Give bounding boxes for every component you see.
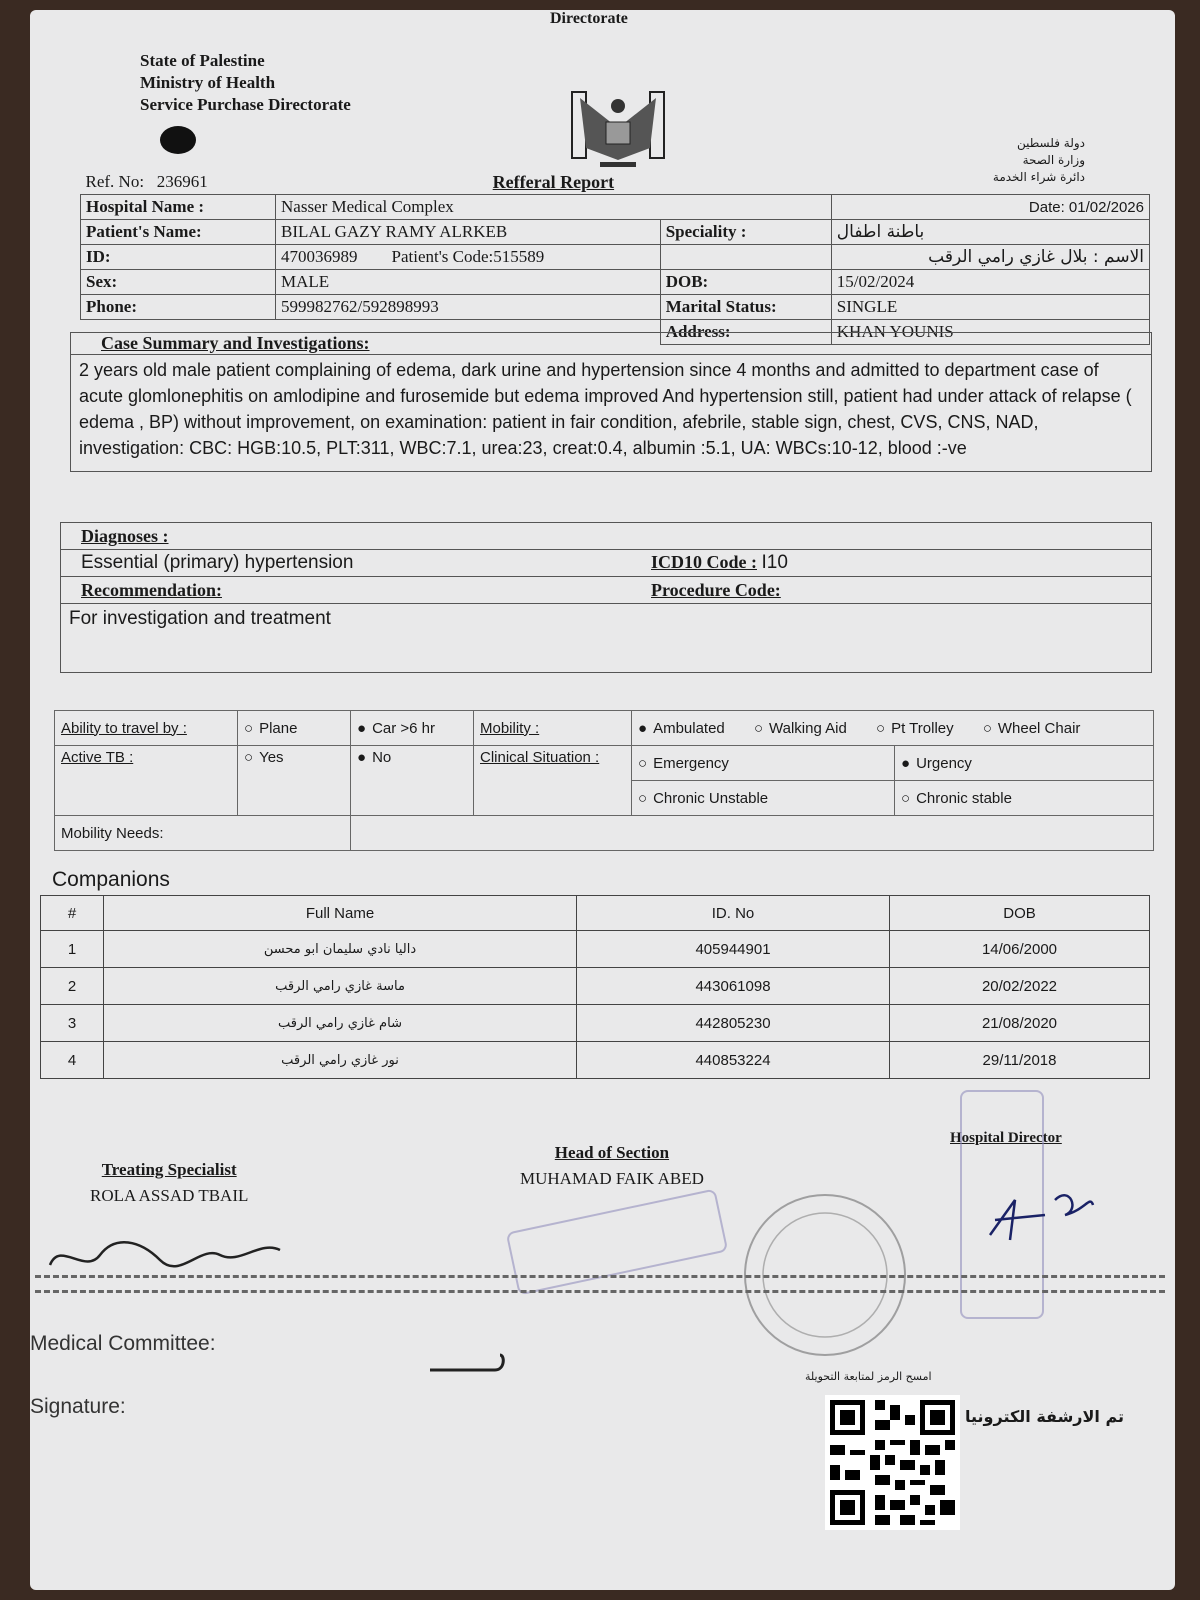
- companions-title: Companions: [52, 868, 170, 891]
- id-label: ID:: [81, 245, 276, 270]
- director-signature-icon: [975, 1180, 1105, 1250]
- tb-no-option[interactable]: ● No: [351, 746, 474, 816]
- table-row: [41, 931, 1150, 968]
- diagnoses-value: Essential (primary) hypertension: [81, 552, 354, 573]
- id-value: 470036989: [281, 247, 358, 266]
- companions-header-row: [41, 896, 1150, 931]
- patient-code: Patient's Code:515589: [391, 247, 545, 266]
- head-of-section-block: [520, 1143, 704, 1189]
- treating-specialist-name: ROLA ASSAD TBAIL: [90, 1186, 249, 1205]
- dob-value: 15/02/2024: [831, 270, 1149, 295]
- companion-name: داليا نادي سليمان ابو محسن: [104, 931, 577, 968]
- medical-committee-label: Medical Committee:: [30, 1332, 216, 1355]
- header-line-state: State of Palestine: [140, 51, 265, 70]
- date-label: Date:: [1028, 198, 1065, 216]
- speciality-label: Speciality :: [660, 220, 831, 245]
- recommendation-value: For investigation and treatment: [69, 608, 331, 629]
- arabic-line-1: دولة فلسطين: [1016, 136, 1085, 150]
- case-summary-text: 2 years old male patient complaining of edema, dark urine and hypertension since 4 months and admitted to department case of acute glomlonephitis on amlodipine and furosemide but edema improved And hypertension still, patient had under attack of relapse ( edema , BP) without improvement, on examination: patient in fair condition, afebrile, stable sign, chest, CVS, CNS, NAD, investigation: CBC: HGB:10.5, PLT:311, WBC:7.1, urea:23, creat:0.4, albumin :5.1, UA: WBCs:10-12, blood :-ve: [79, 360, 1132, 458]
- head-of-section-name: MUHAMAD FAIK ABED: [520, 1169, 704, 1188]
- department-stamp: [506, 1188, 729, 1295]
- companion-id: 440853224: [577, 1042, 890, 1079]
- row-number: 1: [41, 931, 104, 968]
- hospital-director-title: Hospital Director: [950, 1130, 1062, 1146]
- ministry-header: [140, 50, 351, 116]
- col-header-number: #: [41, 896, 104, 931]
- pt-trolley-option[interactable]: ○ Pt Trolley: [876, 720, 954, 737]
- marital-value: SINGLE: [831, 295, 1149, 320]
- hospital-value: Nasser Medical Complex: [276, 195, 832, 220]
- patient-name-value: BILAL GAZY RAMY ALRKEB: [276, 220, 661, 245]
- report-title: Refferal Report: [492, 171, 615, 192]
- directorate-top-text: Directorate: [550, 10, 628, 27]
- referral-document: [30, 10, 1175, 1590]
- phone-value: 599982762/592898993: [276, 295, 661, 320]
- diagnoses-label: Diagnoses :: [81, 525, 169, 546]
- treating-specialist-block: [90, 1160, 248, 1206]
- address-label: Address:: [660, 320, 831, 345]
- qr-code-icon[interactable]: [825, 1395, 960, 1530]
- marital-label: Marital Status:: [660, 295, 831, 320]
- companions-table: [40, 895, 1150, 1079]
- companion-id: 405944901: [577, 931, 890, 968]
- tb-yes-option[interactable]: ○ Yes: [238, 746, 351, 816]
- urgency-option[interactable]: ● Urgency: [895, 746, 1154, 781]
- recommendation-label: Recommendation:: [81, 579, 222, 600]
- ref-value: 236961: [156, 172, 208, 191]
- case-summary-section: [70, 332, 1152, 472]
- companion-dob: 29/11/2018: [890, 1042, 1150, 1079]
- table-row: [41, 968, 1150, 1005]
- divider-dashed-2: [35, 1290, 1165, 1293]
- committee-mark-icon: [425, 1350, 515, 1380]
- companion-id: 443061098: [577, 968, 890, 1005]
- icd-label: ICD10 Code :: [651, 552, 757, 572]
- table-row: [41, 1042, 1150, 1079]
- header-line-ministry: Ministry of Health: [140, 73, 276, 92]
- ink-blot: [160, 126, 196, 154]
- dob-label: DOB:: [660, 270, 831, 295]
- signature-label: Signature:: [30, 1395, 126, 1418]
- divider-dashed-1: [35, 1275, 1165, 1278]
- emergency-option[interactable]: ○ Emergency: [632, 746, 895, 781]
- companion-name: نور غازي رامي الرقب: [104, 1042, 577, 1079]
- diagnoses-value-row: [61, 550, 1151, 577]
- companion-id: 442805230: [577, 1005, 890, 1042]
- qr-caption: امسح الرمز لمتابعة التحويلة: [805, 1370, 932, 1383]
- sex-value: MALE: [276, 270, 661, 295]
- table-row: [41, 1005, 1150, 1042]
- companion-name: ماسة غازي رامي الرقب: [104, 968, 577, 1005]
- companion-dob: 20/02/2022: [890, 968, 1150, 1005]
- recommendation-header-row: [61, 577, 1151, 604]
- col-header-id: ID. No: [577, 896, 890, 931]
- active-tb-label: Active TB :: [55, 746, 238, 816]
- chronic-stable-option[interactable]: ○ Chronic stable: [895, 781, 1154, 816]
- row-number: 3: [41, 1005, 104, 1042]
- icd-value: I10: [761, 552, 788, 573]
- car-option[interactable]: ● Car >6 hr: [351, 711, 474, 746]
- travel-label: Ability to travel by :: [55, 711, 238, 746]
- companion-name: شام غازي رامي الرقب: [104, 1005, 577, 1042]
- arabic-patient-name: الاسم : بلال غازي رامي الرقب: [831, 245, 1149, 270]
- hospital-label: Hospital Name :: [81, 195, 276, 220]
- recommendation-value-row: [61, 604, 1151, 672]
- patient-info-table: [80, 170, 1150, 345]
- col-header-full-name: Full Name: [104, 896, 577, 931]
- wheel-chair-option[interactable]: ○ Wheel Chair: [983, 720, 1081, 737]
- ambulated-option[interactable]: ● Ambulated: [638, 720, 725, 737]
- row-number: 4: [41, 1042, 104, 1079]
- patient-options-table: [54, 710, 1154, 851]
- clinical-situation-label: Clinical Situation :: [474, 746, 632, 816]
- arabic-line-2: وزارة الصحة: [1022, 153, 1085, 167]
- electronic-archive-note: تم الارشفة الكترونيا: [965, 1407, 1125, 1426]
- palestine-eagle-emblem: [570, 88, 665, 170]
- address-value: KHAN YOUNIS: [831, 320, 1149, 345]
- walking-aid-option[interactable]: ○ Walking Aid: [754, 720, 847, 737]
- ref-cell: [81, 170, 276, 195]
- patient-name-label: Patient's Name:: [81, 220, 276, 245]
- ref-label: Ref. No:: [85, 172, 145, 191]
- mobility-options-cell: [632, 711, 1154, 746]
- treating-signature-icon: [30, 1220, 290, 1290]
- arabic-line-3: دائرة شراء الخدمة: [992, 170, 1085, 184]
- phone-label: Phone:: [81, 295, 276, 320]
- header-line-directorate: Service Purchase Directorate: [140, 95, 351, 114]
- icd-cell: [651, 552, 788, 574]
- title-cell: [276, 170, 832, 195]
- date-value: 01/02/2026: [1068, 198, 1144, 216]
- treating-specialist-title: Treating Specialist: [101, 1160, 237, 1179]
- procedure-code-label: Procedure Code:: [651, 579, 781, 600]
- case-summary-title: Case Summary and Investigations:: [71, 333, 1151, 355]
- row-number: 2: [41, 968, 104, 1005]
- head-of-section-title: Head of Section: [554, 1143, 670, 1162]
- diagnoses-header-row: [61, 523, 1151, 550]
- plane-option[interactable]: ○ Plane: [238, 711, 351, 746]
- companion-dob: 14/06/2000: [890, 931, 1150, 968]
- companion-dob: 21/08/2020: [890, 1005, 1150, 1042]
- diagnoses-section: [60, 522, 1152, 673]
- mobility-needs-label: Mobility Needs:: [55, 816, 351, 851]
- mobility-label: Mobility :: [474, 711, 632, 746]
- speciality-value: باطنة اطفال: [831, 220, 1149, 245]
- mobility-needs-field[interactable]: [351, 816, 1154, 851]
- sex-label: Sex:: [81, 270, 276, 295]
- chronic-unstable-option[interactable]: ○ Chronic Unstable: [632, 781, 895, 816]
- col-header-dob: DOB: [890, 896, 1150, 931]
- id-cell: [276, 245, 661, 270]
- date-cell: [831, 195, 1149, 220]
